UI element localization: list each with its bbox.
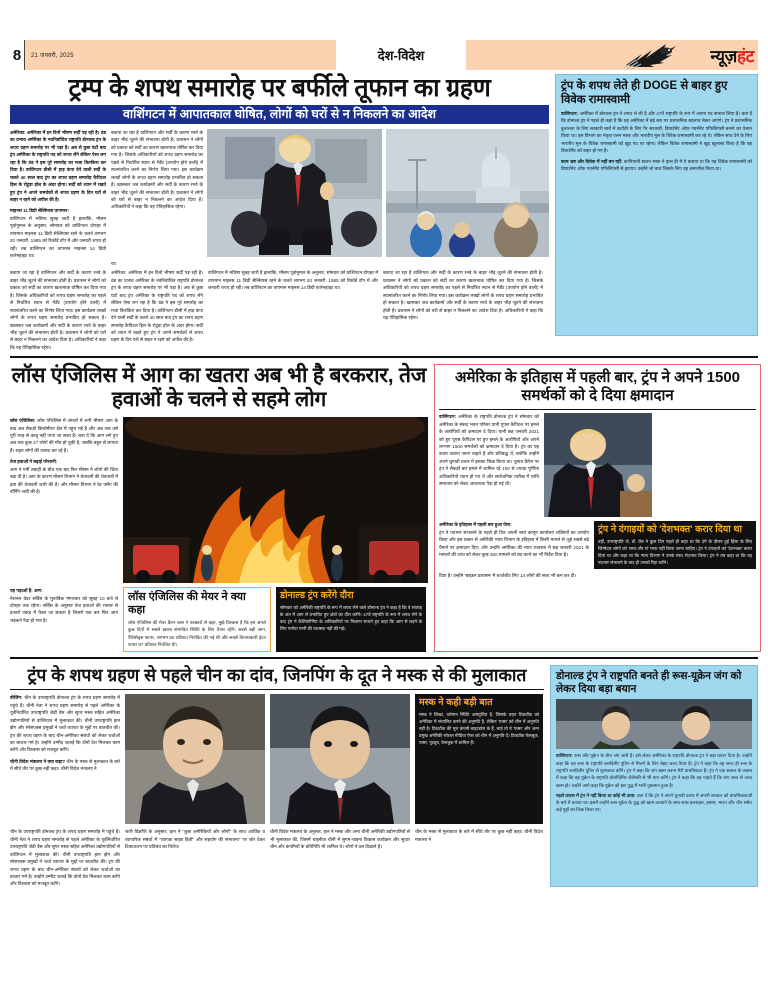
- trump-visit-box: [276, 587, 426, 652]
- la-fire-sub2-head: यह पढ़ाओं है: आग:: [10, 588, 43, 594]
- lead-lower-c4: बताया जा रहा है वाशिंगटन और सर्दी के कारण रनवे के बाहर भीड़ जुटने की संभावना होती है। प्रशासन ने लोगों को प्रकाश को सर्दी का कारण खतरनाक घोषित कर दिया गया है। जिसके अधिकारियों को शपथ ग्रहण समारोह का पहले से निर्धारित स्थान से गैर्डेंट (उपयोग होने वाली) में स्थानांतरित करने का निर्णय लिया गया। इस कार्यक्रम लाखों लोगों के शपथ ग्रहण समारोह प्रभावित हो सकता है। खासकर जब कार्यक्रमों और सर्दी के कारण रनवे के बाहर भीड़ जुटने की संभावना होती है। प्रशासन ने लोगों को घरों से बाहर न निकलने का आदेश दिया है। अधिकारियों ने कहा कि यह ऐतिहासिक रहेगा।: [383, 270, 543, 321]
- falcon-bird-icon: [622, 40, 678, 75]
- trump-visit-text: सोमवार को अमेरिकी राष्ट्रपति के रूप में शपथ लेने वाले डोनाल्ड ट्रंप ने कहा है कि वे सप्ताह के अंत में आग से प्रभावित हुए क्षेत्रों का दौरा करेंगे। 47वें राष्ट्रपति के रूप में शपथ लेने के बाद ट्रंप ने कैलिफोर्निया के अधिकारियों पर निशाना साधते हुए कहा कि आग से लड़ने के लिए पर्याप्त पानी की व्यवस्था नहीं की गई।: [280, 604, 422, 631]
- lead-body: [10, 129, 549, 267]
- page-number: 8: [10, 40, 24, 70]
- musk-box-headline: मस्क ने कही बड़ी बात: [419, 697, 493, 709]
- ukraine-body: [556, 752, 752, 788]
- la-fire-col1: [10, 417, 118, 583]
- masthead: [10, 40, 758, 70]
- mayor-quote-box: [123, 587, 271, 652]
- logo-word-primary: न्यूज़: [710, 46, 737, 66]
- china-headline: ट्रंप के शपथ ग्रहण से पहले चीन का दांव, जिनपिंग के दूत ने मस्क से की मुलाकात: [27, 665, 527, 686]
- rioters-box-text: वहीं, उपराष्ट्रपति जे. डी. वेंस ने कुछ दिन पहले ही कहा था कि दंगे के दौरान हुई हिंसा के लिए जिम्मेदार लोगों को 'साफ तौर से' माफ नहीं किया जाना चाहिए। ट्रंप ने दंगाइयों को 'देशभक्त' करार दिया था और कहा था कि न्याय विभाग ने उनके साथ भेदभाव किया। ट्रंप ने तब कहा था कि वह पदभार संभालने के बाद ही उनको रिहा करेंगे।: [598, 538, 752, 565]
- photo-trump-arrival: [207, 129, 382, 257]
- section-title: देश-विदेश: [377, 48, 425, 63]
- right-rail-bottom: [550, 665, 758, 888]
- ukraine-story: [550, 665, 758, 887]
- right-rail-top: [555, 74, 758, 351]
- lead-headline: ट्रम्प के शपथ समारोह पर बर्फीले तूफान का ग्रहण: [68, 74, 491, 102]
- trump-visit-headline: डोनाल्ड ट्रंप करेंगे दौरा: [280, 590, 354, 602]
- photo-elon-musk: [125, 694, 265, 824]
- la-fire-headline: लॉस एंजिलिस में आग का खतरा अब भी है बरकरार, तेज हवाओं के चलने से सहमे लोग: [11, 364, 427, 412]
- pardon-col1: [439, 413, 539, 517]
- musk-box-text: मस्क ने लिखा, वर्तमान स्थिति असंतुलित है, जिसके तहत टिकटॉक को अमेरिका में संचालित करने की अनुमति है, लेकिन 'एक्स' को चीन में अनुमति नहीं है। टिकटॉक की मूल कंपनी बाइटडांस के हैं, चाहे तो वे 'एक्स' और अन्य प्रमुख अमेरिकी सोशल मीडिया ऐप्स को चीन में अनुमति दें। टिकटॉक फेसबुक, एक्स, यूट्यूब, फेसबुक में शामिल हैं।: [419, 711, 539, 745]
- ukraine-text: रूस और यूक्रेन के बीच जंग जारी है। इसे लेकर अमेरिका के राष्ट्रपति डोनाल्ड ट्रंप ने बड़ा बयान दिया है। उन्होंने कहा कि वह रूस के राष्ट्रपति व्लादिमीर पुतिन से मिलने के लिए बेहद जल्द तैयार हैं। ट्रंप ने कहा कि वह जल्द ही रूस के राष्ट्रपति व्लादिमीर पुतिन से मुलाकात करेंगे। ट्रंप ने कहा कि जंग खत्म करना मेरी प्राथमिकता है। ट्रंप ने एक सवाल के जवाब में कहा कि वह यूक्रेन के राष्ट्रपति वोलोदिमिर जेलेंस्की से भी बात करेंगे। ट्रंप ने कहा कि वह चाहते हैं कि जंग जल्द से जल्द खत्म हो। उन्होंने आगे कहा कि यूक्रेन को इस युद्ध में भारी नुकसान हुआ है।: [556, 753, 752, 788]
- la-fire-sub1-head: तेज हवाओं ने बढ़ाई परेशानी:: [10, 459, 58, 465]
- photo-capitol-winter: [386, 129, 549, 257]
- newspaper-page: [0, 40, 768, 994]
- top-section: [10, 74, 758, 351]
- ukraine-subhead: पहले प्रयास में ट्रंप ने नहीं किया था कोई भी दावा:: [556, 792, 636, 798]
- china-col1: [10, 694, 120, 824]
- lead-subhead: वाशिंगटन में आपातकाल घोषित, लोगों को घरों से न निकलने का आदेश: [10, 105, 549, 124]
- ukraine-headline: डोनाल्ड ट्रंप ने राष्ट्रपति बनते ही रूस-यूक्रेन जंग को लेकर दिया बड़ा बयान: [556, 670, 742, 696]
- photo-chinese-envoy: [270, 694, 410, 824]
- doge-sub: [561, 158, 752, 173]
- china-dateline: बीजिंग:: [10, 695, 23, 701]
- ukraine-sub: [556, 792, 752, 814]
- ukraine-subtext: बता दें कि ट्रंप ने अपने चुनावी प्रचार में अपनी सरकार को प्राथमिकताओं के बारे में बताया था। इसमें उन्होंने रूस-यूक्रेन के युद्ध को खत्म करवाने के साथ-साथ इजराइल, हमास, भारत और चीन समेत कई मुद्दों का जिक्र किया था।: [556, 792, 752, 813]
- lead-lower-c3: वाशिंगटन में भविष्य सुबह जारी है हालांकि, मौसम पूर्वानुमान के अनुसार, सोमवार को वाशिंगटन दोपहर में तापमान माइनस 11 डिग्री सेल्सियस रहने के चलते लगभग 20 जनवरी, 1985 को रिकॉर्ड टॉप में और जनवरी शपथ हो रही। तब वाशिंगटन का तापमान माइनस 14 डिग्री फ़ारेनहाइट था।: [208, 270, 378, 291]
- la-fire-sub1-text: आग ने गर्मी तबाही के बीच एक बार फिर मौसम ने लोगों की चिंता बढ़ा दी है। आग के कारण मौसम विभाग ने चेतावनी की चेतावनी में हवा की चेतावनी जारी की है। और मौसम विभाग ने रेड फ्लैग की वॉर्निंग जारी की है।: [10, 466, 118, 495]
- masthead-strip-right: [466, 40, 608, 70]
- lead-lower-c2: अमेरिका: अमेरिका में इन दिनों भीषण सर्दी पड़ रही है। ठंड का प्रभाव अमेरिका के नवनिर्वाचित राष्ट्रपति डोनाल्ड ट्रंप के शपथ ग्रहण समारोह पर भी पड़ा है। अब से कुछ घंटों बाद ट्रंप अमेरिका के राष्ट्रपति पद को शपथ लेंगे लेकिन ऐसा लग रहा है कि ठंड ने इस पूरे समारोह का मजा किरकिरा कर दिया है। वाशिंगटन डीसी में हाड़ कंपा देने वाली सर्दी के चलते 40 साल बाद ट्रंप का शपथ ग्रहण समारोह कैपिटल हिल के रोटुंडा हॉल के अंदर होगा। सर्दी को ध्यान में रखते हुए ट्रंप ने अपने समर्थकों से शपथ ग्रहण के दिन घरों से बाहर न रहने को अपील की है।: [111, 270, 203, 343]
- rioters-box: [594, 521, 756, 569]
- pardon-credit: दिया है। उन्होंने 'बाइडन प्रशासन' में चार्जशीट लिए 14 लोगों की सजा भी कम कर दी।: [439, 572, 577, 578]
- china-sub-text: चीन के मस्क से मुलाकात के बारे में सीधे तौर पर कुछ नहीं कहा। चीनी विदेश मंत्रालय ने: [10, 758, 120, 772]
- pardon-sub-text: ट्रंप ने पदभार संभालने के पहले ही दिन अपनी स्वयं कानून कार्यालय शक्तियों का उपयोग किया और इस प्रकार से अमेरिकी न्याय विभाग के इतिहास में किसी मामले से जुड़े सबसे बड़े पैमाने पर क्षमादान दिए। और उन्होंने अमेरिका की न्याय व्यवस्था में छह जनवरी 2021 के मामलों की जांच को लेकर कुछ 450 मामलों को बंद करने का भी निर्देश दिया है।: [439, 529, 589, 557]
- second-section: [10, 364, 758, 652]
- logo-word-accent: हंट: [737, 46, 754, 66]
- la-fire-sub2-text: नेशनल वेदर सर्विस के मुताबिक मंगलवार को सुबह 10 बजे से दोपहर तक रहेगा। सर्विस के अनुसार तेज हवाओं की रफ्तार से हजारों एकड़ में फैला जा सकता है जिसमें एक बार फिर आग भड़कने पैदा हो गया है।: [10, 595, 118, 623]
- newspaper-logo: [608, 40, 758, 70]
- lead-col1b-text: वाशिंगटन में भविष्य सुबह जारी है हालांकि, मौसम पूर्वानुमान के अनुसार, सोमवार को वाशिंगटन दोपहर में तापमान माइनस 11 डिग्री सेल्सियस रहने के चलते लगभग 20 जनवरी, 1985 को रिकॉर्ड टॉप में और जनवरी शपथ हो रही। तब वाशिंगटन का तापमान माइनस 14 डिग्री फ़ारेनहाइट था।: [10, 215, 106, 258]
- photo-wildfire-firefighters: [123, 417, 428, 583]
- lead-lower-c1: बताया जा रहा है वाशिंगटन और सर्दी के कारण रनवे के बाहर भीड़ जुटने की संभावना होती है। प्रशासन ने लोगों को प्रकाश को सर्दी का कारण खतरनाक घोषित कर दिया गया है। जिसके अधिकारियों को शपथ ग्रहण समारोह का पहले से निर्धारित स्थान से गैर्डेंट (उपयोग होने वाली) में स्थानांतरित करने का निर्णय लिया गया। इस कार्यक्रम लाखों लोगों के शपथ ग्रहण समारोह प्रभावित हो सकता है। खासकर जब कार्यक्रमों और सर्दी के कारण रनवे के बाहर भीड़ जुटने की संभावना होती है। प्रशासन ने लोगों को घरों से बाहर न निकलने का आदेश दिया है। अधिकारियों ने कहा कि यह ऐतिहासिक रहेगा।: [10, 270, 106, 350]
- china-sub-head: चीनी विदेश मंत्रालय ने क्या कहा?: [10, 758, 66, 764]
- lead-body-lower: [10, 269, 549, 351]
- section-divider-1: [10, 356, 758, 358]
- musk-quote-box: [415, 694, 543, 824]
- la-fire-dateline: लॉस एंजिलिस:: [10, 418, 36, 424]
- doge-body: [561, 110, 752, 155]
- doge-subtext: कानियाती डालन मस्क ने हाल ही में ये बताया था कि यह विवेक रामास्वामी को डिपार्टमेंट ऑफ़ गवर्नमेंट एफिशिएंसी से हटाया। उन्होंने जो बात जिसके लिए वह क्षमाशील किया था।: [561, 158, 752, 172]
- pardon-headline: अमेरिका के इतिहास में पहली बार, ट्रंप ने अपने 1500 समर्थकों को दे दिया क्षमादान: [454, 369, 740, 405]
- third-section: [10, 665, 758, 888]
- masthead-strip-left: [194, 40, 336, 70]
- ukraine-dateline: वाशिंगटन:: [556, 753, 573, 759]
- china-story: [10, 665, 544, 888]
- pardon-story: [434, 364, 761, 652]
- photo-zelensky: [556, 699, 752, 749]
- doge-dateline: वाशिंगटन:: [561, 111, 579, 117]
- china-col2: चीन के उपराष्ट्रपति डोनाल्ड ट्रंप के शपथ ग्रहण समारोह में पहुंचे हैं। चीनी नेता ने शपथ ग्रहण समारोह से पहले अमेरिका के पूर्वनिर्धारित उपराष्ट्रपति जेडी वेंस और सुपर मस्क सहित अमेरिका उद्योगपतियों से वाशिंगटन में मुलाकात की। चीनी उपराष्ट्रपति हान झेंग और स्पेसएक्स प्रमुखों ने चर्चा व्यापार के मुद्दों पर बातचीत की। ट्रंप की शपथ ग्रहण के बाद चीन-अमेरिका संबंधों को लेकर चर्चाओं का बाजार गर्म है। उन्होंने उम्मीद जताई कि दोनों देश मिलकर काम करेंगे और विश्वास को मजबूत करेंगे।: [10, 829, 120, 887]
- china-col1-text: चीन के उपराष्ट्रपति डोनाल्ड ट्रंप के शपथ ग्रहण समारोह में पहुंचे हैं। चीनी नेता ने शपथ ग्रहण समारोह से पहले अमेरिका के पूर्वनिर्धारित उपराष्ट्रपति जेडी वेंस और सुपर मस्क सहित अमेरिका उद्योगपतियों से वाशिंगटन में मुलाकात की। चीनी उपराष्ट्रपति हान झेंग और स्पेसएक्स प्रमुखों ने चर्चा व्यापार के मुद्दों पर बातचीत की। ट्रंप की शपथ ग्रहण के बाद चीन-अमेरिका संबंधों को लेकर चर्चाओं का बाजार गर्म है। उन्होंने उम्मीद जताई कि दोनों देश मिलकर काम करेंगे और विश्वास को मजबूत करेंगे।: [10, 695, 120, 753]
- lead-col1-para: अमेरिका: अमेरिका में इन दिनों भीषण सर्दी पड़ रही है। ठंड का प्रभाव अमेरिका के नवनिर्वाचित राष्ट्रपति डोनाल्ड ट्रंप के शपथ ग्रहण समारोह पर भी पड़ा है। अब से कुछ घंटों बाद ट्रंप अमेरिका के राष्ट्रपति पद को शपथ लेंगे लेकिन ऐसा लग रहा है कि ठंड ने इस पूरे समारोह का मजा किरकिरा कर दिया है। वाशिंगटन डीसी में हाड़ कंपा देने वाली सर्दी के चलते 40 साल बाद ट्रंप का शपथ ग्रहण समारोह कैपिटल हिल के रोटुंडा हॉल के अंदर होगा। सर्दी को ध्यान में रखते हुए ट्रंप ने अपने समर्थकों से शपथ ग्रहण के दिन घरों से बाहर न रहने को अपील की है।: [10, 130, 106, 202]
- lead-col1b-head: माइनस 11 डिग्री सेल्सियस तापमान:: [10, 208, 69, 214]
- lead-col1-text: [10, 129, 106, 203]
- la-fire-col2: [10, 587, 118, 652]
- doge-text: अमेरिका में डोनाल्ड ट्रंप ने शपथ ले ली है और 47वें राष्ट्रपति के रूप में अपना पद संभाल लिया है। बता दें कि डोनाल्ड ट्रंप ने पहले ही कहा है कि वह अमेरिका में बड़े स्तर पर प्रशासनिक बदलाव लेकर आएंगे। ट्रंप ने प्रशासनिक कुशलता के लिए सरकारी खर्चे में कटौती के लिए गैर सरकारी, डिपार्टमेंट ऑफ़ गवर्नमेंट एफिशिएंसी बनाने का ऐलान किया था। इस विभाग का नेतृत्व एलन मस्क और भारतीय मूल के विवेक रामास्वामी कर रहे थे। लेकिन साथ देने के लिए भारतीय मूल के विवेक रामास्वामी को खुद पद पर रहेगा। लेकिन विवेक रामास्वामी ने खुद खुलासा किया है कि वह डिपार्टमेंट को बाहर हो गए हैं।: [561, 111, 753, 154]
- doge-subhead: काम भ्रष्ट और विवेक में नहीं बन रहीं:: [561, 158, 623, 164]
- doge-headline: ट्रंप के शपथ लेते ही DOGE से बाहर हुए विवेक रामास्वामी: [561, 80, 728, 107]
- lead-col2-text: बताया जा रहा है वाशिंगटन और सर्दी के कारण रनवे के बाहर भीड़ जुटने की संभावना होती है। प्रशासन ने लोगों को प्रकाश को सर्दी का कारण खतरनाक घोषित कर दिया गया है। जिसके अधिकारियों को शपथ ग्रहण समारोह का पहले से निर्धारित स्थान से गैर्डेंट (उपयोग होने वाली) में स्थानांतरित करने का निर्णय लिया गया। इस कार्यक्रम लाखों लोगों के शपथ ग्रहण समारोह प्रभावित हो सकता है। खासकर जब कार्यक्रमों और सर्दी के कारण रनवे के बाहर भीड़ जुटने की संभावना होती है। प्रशासन ने लोगों को घरों से बाहर न निकलने का आदेश दिया है। अधिकारियों ने कहा कि यह ऐतिहासिक रहेगा।: [111, 130, 203, 210]
- pardon-col2: [439, 521, 589, 569]
- logo-wordmark: [710, 44, 754, 67]
- pardon-dateline: वाशिंगटन:: [439, 414, 457, 420]
- section-divider-2: [10, 657, 758, 659]
- la-fire-col1-text: लॉस एंजिलिस में जंगलों में लगी भीषण आग के बाद अब सैकड़ों किलोमीटर क्षेत्र में पहुंच गई है और अब तक उसे पूरी तरह से काबू नहीं पाया जा सका है। बता दें कि आग लगे हुए अब तक कुछ 27 लोगों की मौत हो चुकी है, जबकि बहुत से लापता हैं। राहत लोगों की तलाश कर रहे हैं।: [10, 418, 119, 453]
- doge-story: [555, 74, 758, 336]
- pardon-col1-text: अमेरिका के राष्ट्रपति डोनाल्ड ट्रंप ने सोमवार को अमेरिका के संसद भवन परिसर यानी यूएस कैपिटल पर हमले के आरोपियों को क्षमादान दे दिया। यानी छह जनवरी 2021 को हुए यूएस कैपिटल पर हुए हमले के आरोपियों और अपने लगभग 1500 समर्थकों को क्षमादान दे दिया है। ट्रंप का यह कदम उठाया जाना चाहते हैं और प्रतिबद्ध थे, क्योंकि उन्होंने अपने चुनावी प्रचार में इसका जिक्र किया था। चुनाव कैंपेन पर ट्रंप ने सैकड़ों बार हमले में शामिल रहे 100 से ज्यादा पूर्णिमा अधिकारियों ध्यान हो गए थे और सार्वजनिक तारीख में शांति समाधान को लेकर आवश्यक पैदा हो गई थी।: [439, 414, 539, 487]
- lead-caption-left: या।: [111, 261, 117, 266]
- lead-story: [10, 74, 549, 351]
- china-col5: चीन के मस्क से मुलाकात के बारे में सीधे तौर पर कुछ नहीं कहा। चीनी विदेश मंत्रालय ने: [415, 829, 543, 842]
- mayor-box-text: लॉस एंजिलिस की मेयर कैरन बास ने पत्रकारों से कहा, मुझे विश्वास है कि हम अगले कुछ दिनों में सबसे खराब संभावित स्थिति के लिए तैयार रहेंगे। सबसे बड़ी आग, पैलिसेड्स फायर, लगभग 60 प्रतिशत नियंत्रित की गई थी और सबसे विनाशकारी ईटन फायर 87 प्रतिशत नियंत्रित थी।: [128, 620, 266, 647]
- photo-trump-signing: [544, 413, 652, 517]
- rioters-box-headline: ट्रंप ने दंगाइयों को 'देशभक्त' करार दिया था: [598, 524, 742, 536]
- publication-date: 21 जनवरी, 2025: [24, 40, 194, 70]
- china-col3: जारी विज्ञप्ति के अनुसार, हान ने ''कुछ अमेरिकियों और लोगों'' के साथ आर्थिक व व्यापारिक संबंधों में ''व्यापक साझा हितों'' और सहयोग की संभावना'' पर जोर देकर टिकाऊपन पर प्रतिबंध का विरोध।: [125, 829, 265, 850]
- la-fire-story: [10, 364, 428, 652]
- mayor-box-headline: लॉस एंजिलिस की मेयर ने क्या कहा: [128, 591, 246, 617]
- china-col4: चीनी विदेश मंत्रालय के अनुसार, हान ने मस्क और अन्य चीनी अमेरिकी उद्योगपतियों से भी मुलाकात की, जिसमें चाइनीज़ चीनी में सुगम-चाइना विकास कार्यक्रम और सुधार चीन और कंपनियों के प्रतिनिधि भी शामिल थे। लोगों ने दल दिखाने हैं।: [270, 829, 410, 850]
- pardon-sub-head: अमेरिका के इतिहास में पहली बार हुआ ऐसा:: [439, 522, 512, 528]
